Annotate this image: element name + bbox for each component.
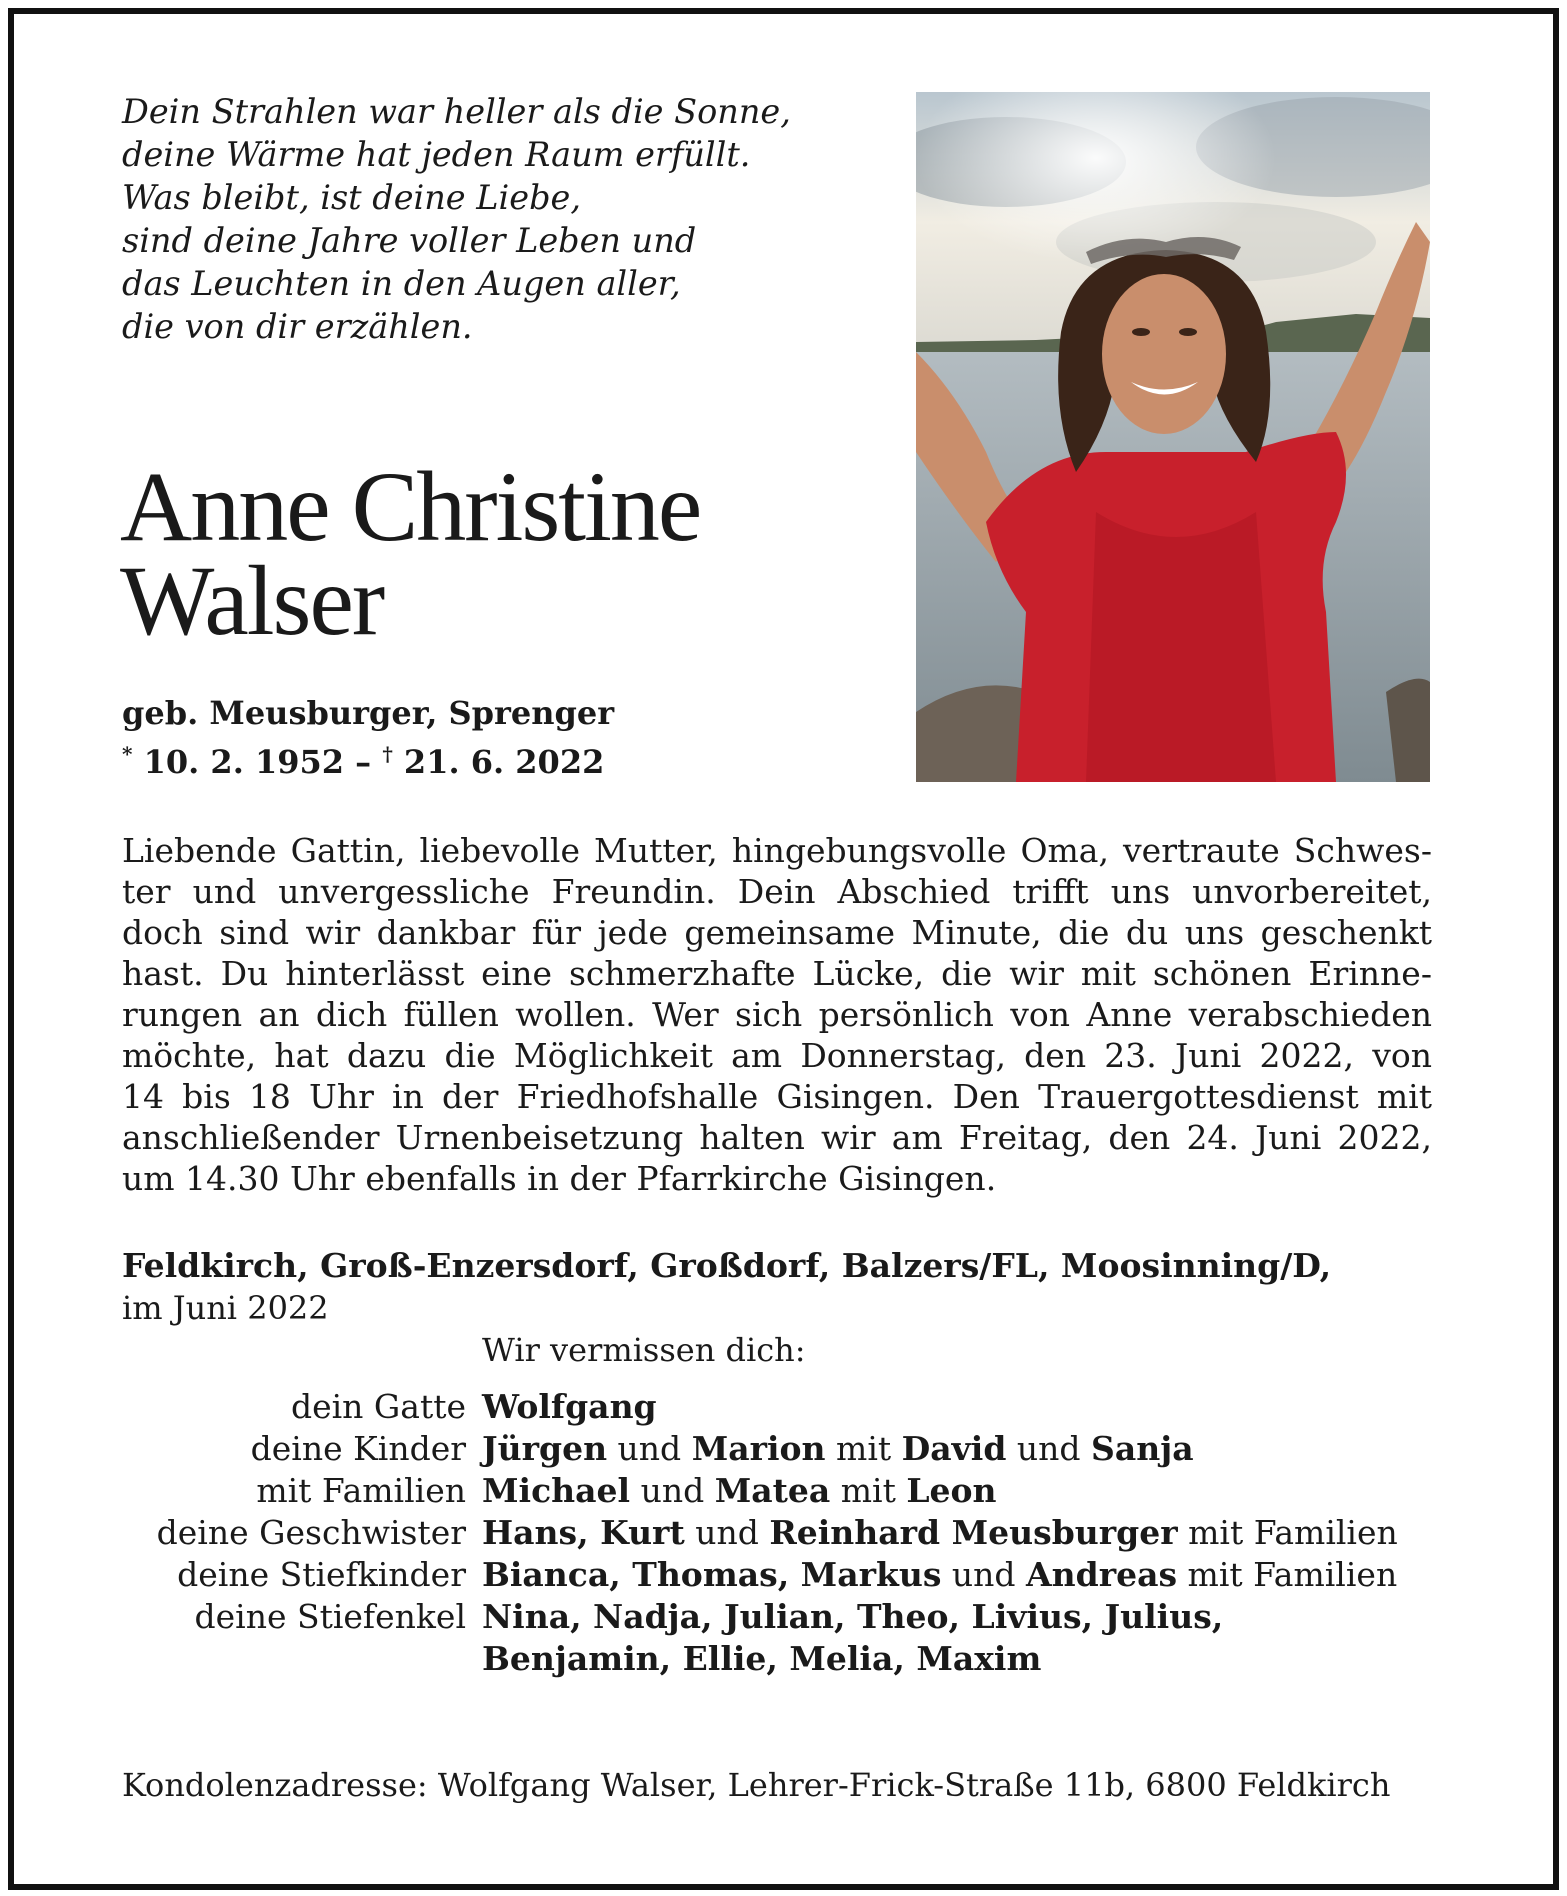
body-line: Liebende Gattin, liebevolle Mutter, hingebungsvolle Oma, vertraute Schwes- xyxy=(122,831,1432,870)
family-row xyxy=(122,1596,1442,1638)
body-line: möchte, hat dazu die Möglichkeit am Donnerstag, den 23. Juni 2022, von xyxy=(122,1036,1432,1075)
obituary-text xyxy=(122,830,1432,1199)
body-line: um 14.30 Uhr ebenfalls in der Pfarrkirche Gisingen. xyxy=(122,1159,997,1198)
family-name: Leon xyxy=(906,1471,997,1510)
family-relation: deine Kinder xyxy=(250,1429,466,1468)
body-line: ter und unvergessliche Freundin. Dein Abschied trifft uns unvorbereitet, xyxy=(122,872,1432,911)
shirt-shadow xyxy=(1086,512,1276,782)
family-row xyxy=(122,1470,1442,1512)
eye xyxy=(1179,328,1197,336)
family-names xyxy=(482,1638,1442,1680)
portrait-photo xyxy=(916,92,1430,782)
death-date: 21. 6. 2022 xyxy=(403,743,605,781)
life-dates xyxy=(122,735,762,781)
family-name: Reinhard Meusburger xyxy=(769,1513,1178,1552)
family-relation: deine Geschwister xyxy=(156,1513,466,1552)
family-name: Marion xyxy=(691,1429,826,1468)
family-connector: mit xyxy=(830,1471,907,1510)
deceased-name xyxy=(120,451,840,656)
name-line-2: Walser xyxy=(120,545,384,656)
body-line: 14 bis 18 Uhr in der Friedhofshalle Gisingen. Den Trauergottesdienst mit xyxy=(122,1077,1432,1116)
family-names xyxy=(482,1596,1442,1638)
maiden-name: geb. Meusburger, Sprenger xyxy=(122,694,615,732)
name-line-1: Anne Christine xyxy=(120,451,701,562)
family-names xyxy=(482,1470,1442,1512)
face xyxy=(1102,274,1226,434)
family-connector: und xyxy=(941,1555,1027,1594)
poem xyxy=(122,90,791,348)
family-connector: und xyxy=(684,1513,770,1552)
family-names xyxy=(482,1512,1442,1554)
family-name: Benjamin, Ellie, Melia, Maxim xyxy=(482,1639,1042,1678)
death-symbol: † xyxy=(382,742,393,766)
family-connector: mit xyxy=(825,1429,902,1468)
body-line: rungen an dich füllen wollen. Wer sich persönlich von Anne verabschieden xyxy=(122,995,1432,1034)
family-name: David xyxy=(901,1429,1007,1468)
family-name: Wolfgang xyxy=(482,1387,657,1426)
family-names xyxy=(482,1428,1442,1470)
body-line: hast. Du hinterlässt eine schmerzhafte Lücke, die wir mit schönen Erinne- xyxy=(122,954,1432,993)
family-list xyxy=(122,1386,1442,1680)
family-connector: und xyxy=(630,1471,715,1510)
family-relation: deine Stiefenkel xyxy=(194,1597,466,1636)
date-line: im Juni 2022 xyxy=(122,1289,329,1327)
body-line: doch sind wir dankbar für jede gemeinsame Minute, die du uns geschenkt xyxy=(122,913,1432,952)
family-name: Michael xyxy=(482,1471,631,1510)
body-line: anschließender Urnenbeisetzung halten wir am Freitag, den 24. Juni 2022, xyxy=(122,1118,1432,1157)
family-name: Hans, Kurt xyxy=(482,1513,685,1552)
family-connector: mit Familien xyxy=(1177,1555,1398,1594)
date-separator: – xyxy=(355,743,372,781)
family-names xyxy=(482,1386,1442,1428)
family-relation: mit Familien xyxy=(256,1471,466,1510)
birth-symbol: * xyxy=(122,742,133,766)
portrait-illustration xyxy=(916,92,1430,782)
places-line: Feldkirch, Groß-Enzersdorf, Großdorf, Balzers/FL, Moosinning/D, xyxy=(122,1246,1332,1285)
family-names xyxy=(482,1554,1442,1596)
family-connector: und xyxy=(1006,1429,1092,1468)
family-row xyxy=(122,1554,1442,1596)
family-connector: mit Familien xyxy=(1177,1513,1398,1552)
family-row xyxy=(122,1428,1442,1470)
family-row xyxy=(122,1512,1442,1554)
family-name: Matea xyxy=(714,1471,831,1510)
family-relation: deine Stiefkinder xyxy=(177,1555,466,1594)
poem-line: Was bleibt, ist deine Liebe, xyxy=(122,178,581,217)
family-relation xyxy=(122,1638,482,1680)
condolence-address: Kondolenzadresse: Wolfgang Walser, Lehrer-Frick-Straße 11b, 6800 Feldkirch xyxy=(122,1766,1391,1804)
family-name: Bianca, Thomas, Markus xyxy=(482,1555,942,1594)
poem-line: die von dir erzählen. xyxy=(122,307,473,346)
poem-line: das Leuchten in den Augen aller, xyxy=(122,264,681,303)
family-name: Nina, Nadja, Julian, Theo, Livius, Julius, xyxy=(482,1597,1224,1636)
family-connector: und xyxy=(607,1429,692,1468)
miss-line: Wir vermissen dich: xyxy=(482,1331,806,1369)
family-row xyxy=(122,1638,1442,1680)
poem-line: Dein Strahlen war heller als die Sonne, xyxy=(122,92,791,131)
family-name: Andreas xyxy=(1026,1555,1178,1594)
family-row xyxy=(122,1386,1442,1428)
family-relation: dein Gatte xyxy=(290,1387,466,1426)
eye xyxy=(1132,328,1150,336)
poem-line: sind deine Jahre voller Leben und xyxy=(122,221,697,260)
birth-date: 10. 2. 1952 xyxy=(143,743,345,781)
family-name: Sanja xyxy=(1091,1429,1194,1468)
poem-line: deine Wärme hat jeden Raum erfüllt. xyxy=(122,135,751,174)
family-name: Jürgen xyxy=(482,1429,608,1468)
